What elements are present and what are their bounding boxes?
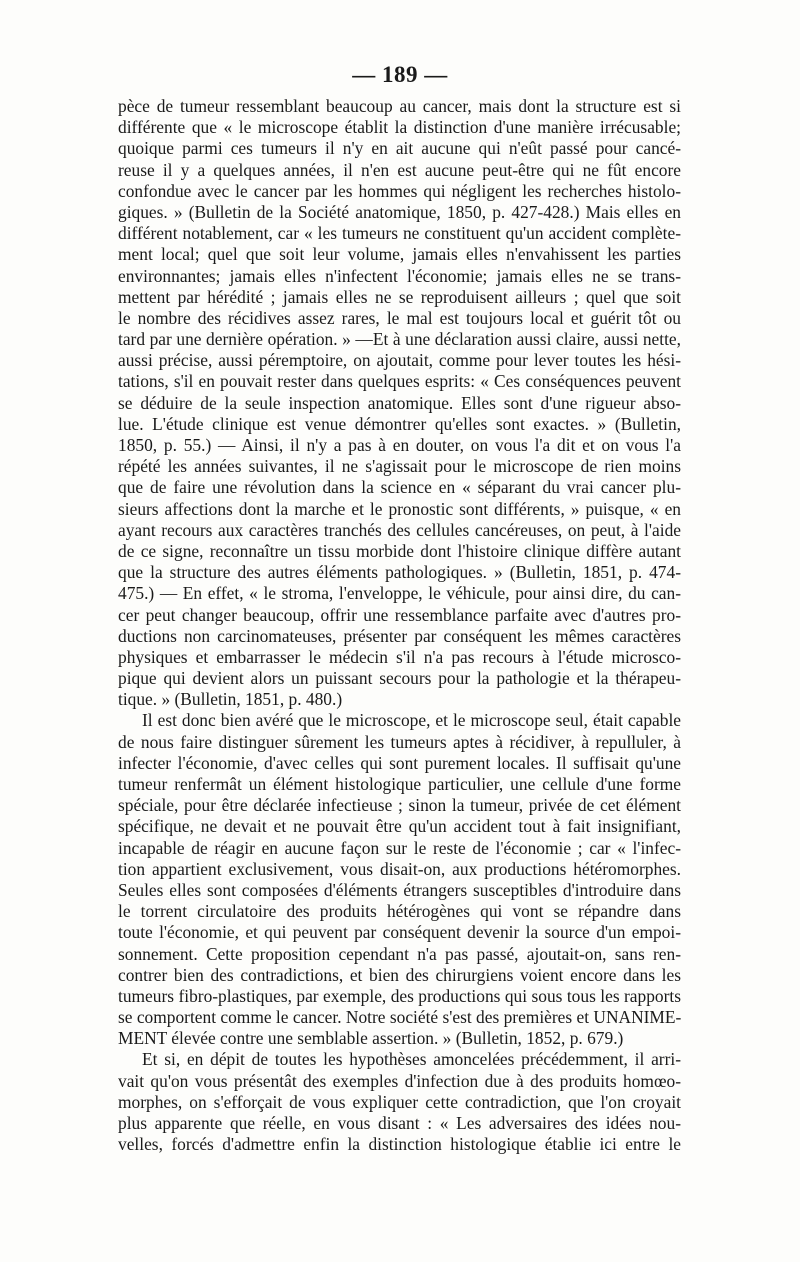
text-line: ment local; quel que soit leur volume, jamais elles n'envahissent les parties [118,244,681,265]
text-line: différente que « le microscope établit la distinction d'une manière irrécusable; [118,117,681,138]
text-line: physiques et embarrasser le médecin s'il n'a pas recours à l'étude microsco- [118,646,681,667]
text-line: sonnement. Cette proposition cependant n'a pas passé, ajoutait-on, sans ren- [118,943,681,964]
text-line: tations, s'il en pouvait rester dans quelques esprits: « Ces conséquences peuvent [118,371,681,392]
text-line: ayant recours aux caractères tranchés des cellules cancéreuses, on peut, à l'aide [118,519,681,540]
text-line: ductions non carcinomateuses, présenter par conséquent les mêmes caractères [118,625,681,646]
text-line: sieurs affections dont la marche et le pronostic sont différents, » puisque, « en [118,498,681,519]
text-line: 475.) — En effet, « le stroma, l'enveloppe, le véhicule, pour ainsi dire, du can- [118,583,681,604]
text-line: vait qu'on vous présentât des exemples d'infection due à des produits homœo- [118,1070,681,1091]
text-line: morphes, on s'efforçait de vous expliquer cette contradiction, que l'on croyait [118,1091,681,1112]
text-line: pique qui devient alors un puissant secours pour la pathologie et la thérapeu- [118,668,681,689]
text-line: spécifique, ne devait et ne pouvait être qu'un accident tout à fait insignifiant, [118,816,681,837]
page-number: — 189 — [352,62,448,87]
text-line: lue. L'étude clinique est venue démontrer qu'elles sont exactes. » (Bulletin, [118,413,681,434]
text-line: infecter l'économie, d'avec celles qui sont purement locales. Il suffisait qu'une [118,752,681,773]
text-line: plus apparente que réelle, en vous disant : « Les adversaires des idées nou- [118,1113,681,1133]
text-line: différent notablement, car « les tumeurs ne constituent qu'un accident complète- [118,223,681,244]
text-line: Seules elles sont composées d'éléments étrangers susceptibles d'introduire dans [118,879,681,900]
text-line: mettent par hérédité ; jamais elles ne se reproduisent ailleurs ; quel que soit [118,286,681,307]
text-line: reuse il y a quelques années, il n'en est aucune peut-être qui ne fût encore [118,159,681,180]
text-line: le nombre des récidives assez rares, le mal est toujours local et guérit tôt ou [118,307,681,328]
text-line: que la structure des autres éléments pathologiques. » (Bulletin, 1851, p. 474- [118,562,681,583]
text-line: se comportent comme le cancer. Notre société s'est des premières et UNANIME- [118,1007,682,1028]
text-line: de nous faire distinguer sûrement les tumeurs aptes à récidiver, à repulluler, à [118,731,681,752]
text-line: confondue avec le cancer par les hommes qui négligent les recherches histolo- [118,180,681,201]
text-line: de ce signe, reconnaître un tissu morbide dont l'histoire clinique diffère autant [118,540,681,561]
text-line: tumeur renfermât un élément histologique particulier, une cellule d'une forme [118,774,681,794]
text-line: pèce de tumeur ressemblant beaucoup au cancer, mais dont la structure est si [118,96,681,116]
text-line: contrer bien des contradictions, et bien des chirurgiens voient encore dans les [118,964,681,985]
text-line: MENT élevée contre une semblable assertion. » (Bulletin, 1852, p. 679.) [118,1028,624,1049]
text-line: le torrent circulatoire des produits hétérogènes qui vont se répandre dans [118,901,681,922]
text-line: velles, forcés d'admettre enfin la distinction histologique établie ici entre le [118,1134,681,1155]
text-line: Il est donc bien avéré que le microscope, et le microscope seul, était capable [142,710,681,731]
text-line: tumeurs fibro-plastiques, par exemple, des productions qui sous tous les rapports [118,985,681,1006]
text-line: tion appartient exclusivement, vous disait-on, aux productions hétéromorphes. [118,858,681,879]
text-line: environnantes; jamais elles n'infectent l'économie; jamais elles ne se trans- [118,265,681,286]
text-line: giques. » (Bulletin de la Société anatomique, 1850, p. 427-428.) Mais elles en [118,201,681,222]
text-line: tard par une dernière opération. » —Et à une déclaration aussi claire, aussi nette, [118,329,681,350]
body-text [118,96,681,1155]
text-line: spéciale, pour être déclarée infectieuse ; sinon la tumeur, privée de cet élément [118,795,681,816]
text-line: se déduire de la seule inspection anatomique. Elles sont d'une rigueur abso- [118,392,681,413]
text-line: incapable de réagir en aucune façon sur le reste de l'économie ; car « l'infec- [118,837,681,858]
text-line: toute l'économie, et qui peuvent par conséquent devenir la source d'un empoi- [118,922,681,943]
text-line: que de faire une révolution dans la science en « séparant du vrai cancer plu- [118,477,681,498]
text-line: quoique parmi ces tumeurs il n'y en ait aucune qui n'eût passé pour cancé- [118,138,681,159]
text-line: 1850, p. 55.) — Ainsi, il n'y a pas à en douter, on vous l'a dit et on vous l'a [118,435,681,455]
text-line: aussi précise, aussi péremptoire, on ajoutait, comme pour lever toutes les hési- [118,350,681,371]
text-line: Et si, en dépit de toutes les hypothèses amoncelées précédemment, il arri- [142,1049,681,1070]
text-line: cer peut changer beaucoup, offrir une ressemblance parfaite avec d'autres pro- [118,604,681,625]
text-line: répété les années suivantes, il ne s'agissait pour le microscope de rien moins [118,456,681,477]
text-line: tique. » (Bulletin, 1851, p. 480.) [118,689,343,710]
